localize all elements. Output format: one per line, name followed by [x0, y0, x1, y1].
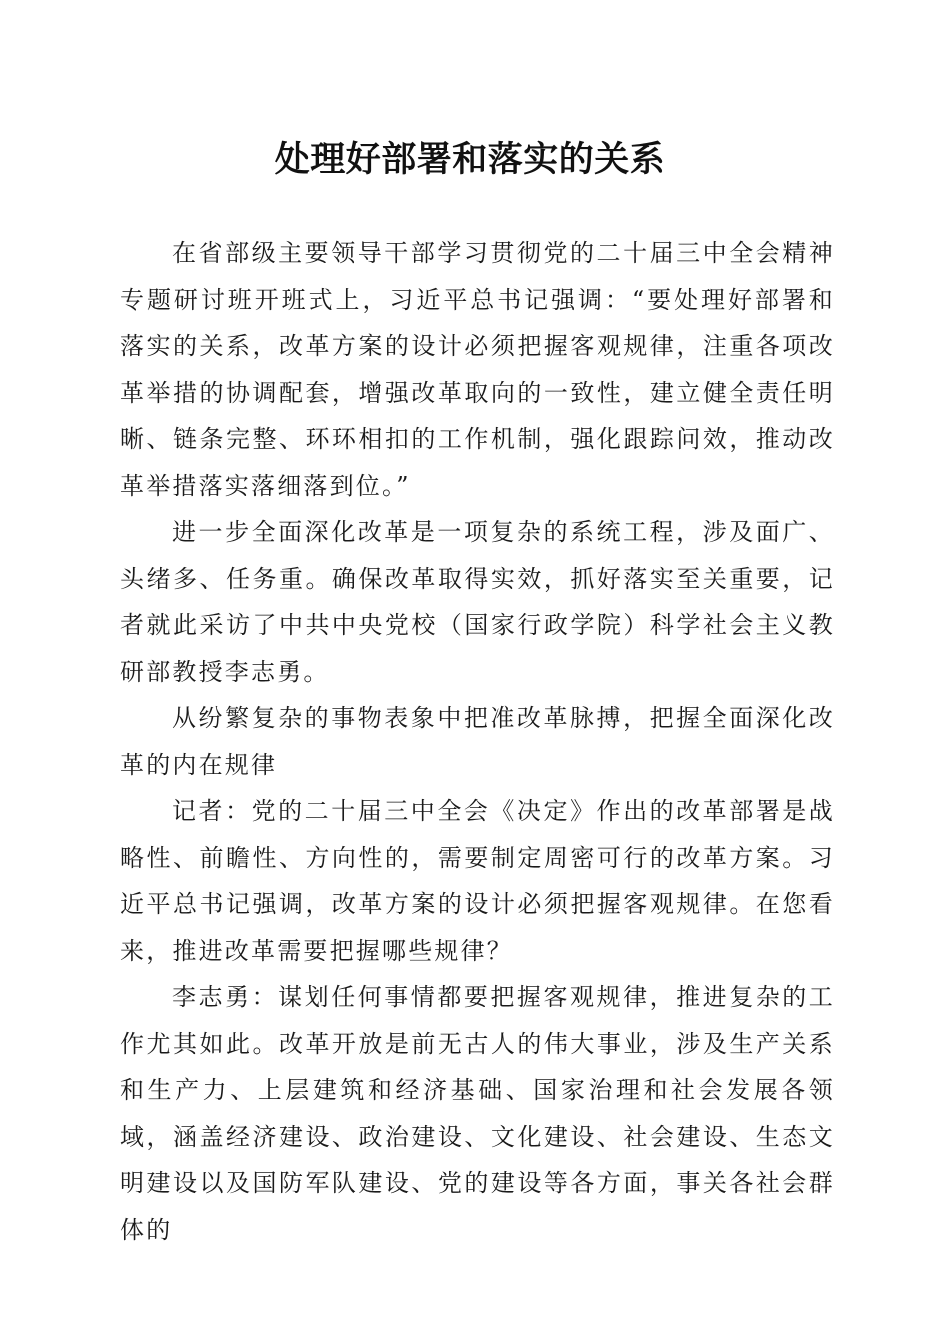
document-body: [120, 230, 835, 1253]
paragraph-question: 记者：党的二十届三中全会《决定》作出的改革部署是战略性、前瞻性、方向性的，需要制定周密可行的改革方案。习近平总书记强调，改革方案的设计必须把握客观规律。在您看来，推进改革需要把握哪些规律？: [120, 797, 835, 965]
document-title: 处理好部署和落实的关系: [274, 139, 666, 180]
paragraph-subheading: 从纷繁复杂的事物表象中把准改革脉搏，把握全面深化改革的内在规律: [120, 704, 835, 779]
paragraph-answer: 李志勇：谋划任何事情都要把握客观规律，推进复杂的工作尤其如此。改革开放是前无古人的伟大事业，涉及生产关系和生产力、上层建筑和经济基础、国家治理和社会发展各领域，涵盖经济建设、政治建设、文化建设、社会建设、生态文明建设以及国防军队建设、党的建设等各方面，事关各社会群体的: [120, 983, 835, 1244]
paragraph: 在省部级主要领导干部学习贯彻党的二十届三中全会精神专题研讨班开班式上，习近平总书记强调：“要处理好部署和落实的关系，改革方案的设计必须把握客观规律，注重各项改革举措的协调配套，增强改革取向的一致性，建立健全责任明晰、链条完整、环环相扣的工作机制，强化跟踪问效，推动改革举措落实落细落到位。”: [120, 239, 835, 500]
paragraph: 进一步全面深化改革是一项复杂的系统工程，涉及面广、头绪多、任务重。确保改革取得实效，抓好落实至关重要，记者就此采访了中共中央党校（国家行政学院）科学社会主义教研部教授李志勇。: [120, 518, 835, 686]
